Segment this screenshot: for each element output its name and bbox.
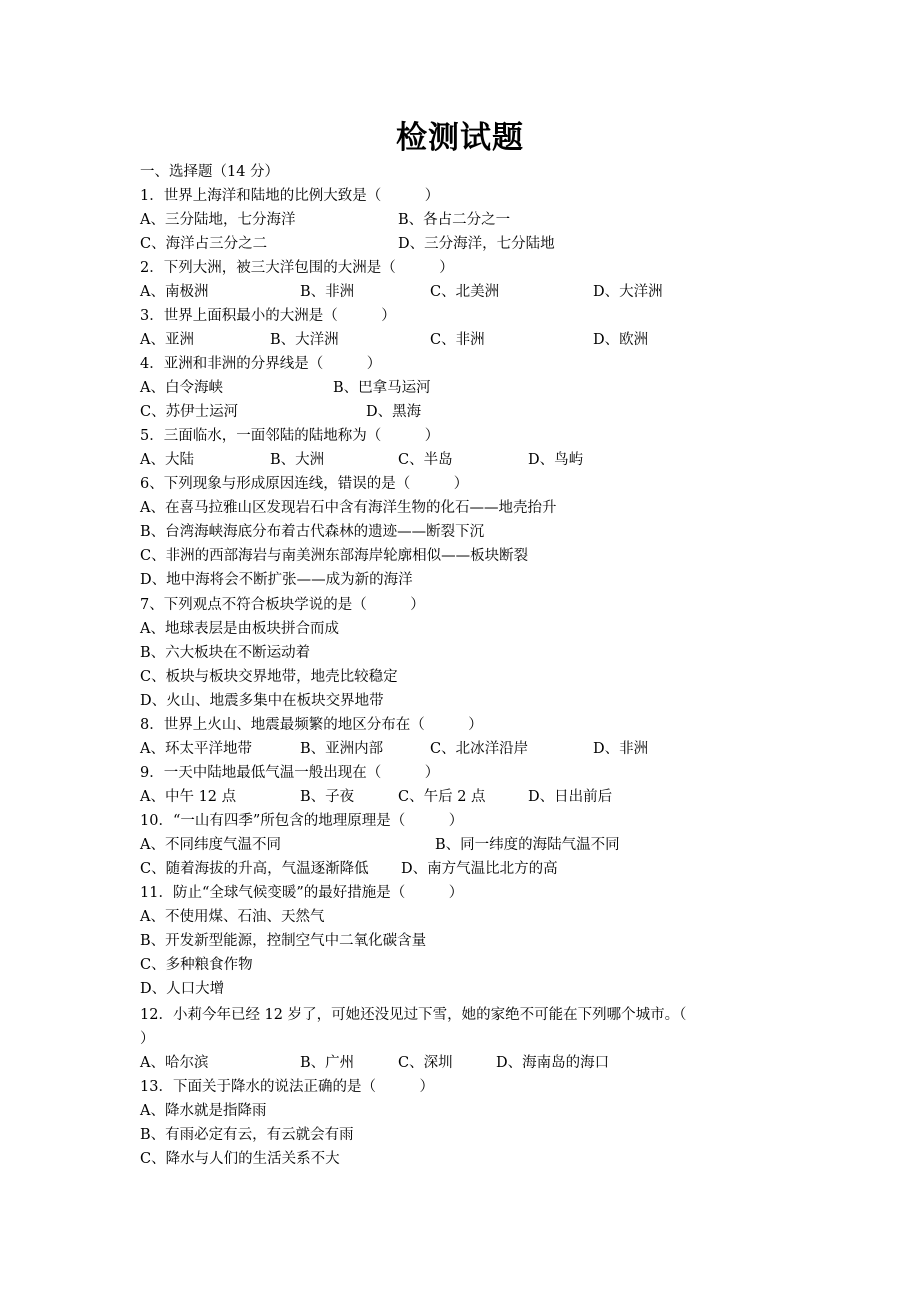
question-1-option-c: C、海洋占三分之二 (140, 236, 268, 252)
question-8-option-b: B、亚洲内部 (300, 741, 384, 757)
question-7-option-a: A、地球表层是由板块拼合而成 (140, 621, 339, 637)
question-10-option-a: A、不同纬度气温不同 (140, 837, 281, 853)
question-1-option-a: A、三分陆地，七分海洋 (140, 212, 296, 228)
question-13-option-b: B、有雨必定有云，有云就会有雨 (140, 1127, 354, 1143)
section-heading: 一、选择题（14 分） (140, 164, 280, 180)
question-4-stem: 4．亚洲和非洲的分界线是（ ） (140, 356, 382, 372)
question-11-stem: 11．防止“全球气候变暖”的最好措施是（ ） (140, 885, 464, 901)
question-13-stem: 13．下面关于降水的说法正确的是（ ） (140, 1079, 434, 1095)
question-12-option-b: B、广州 (300, 1055, 355, 1071)
question-13-option-a: A、降水就是指降雨 (140, 1103, 267, 1119)
question-5-option-b: B、大洲 (270, 452, 325, 468)
question-2-option-c: C、北美洲 (430, 284, 500, 300)
question-1-stem: 1．世界上海洋和陆地的比例大致是（ ） (140, 188, 440, 204)
question-10-option-d: D、南方气温比北方的高 (401, 861, 558, 877)
question-11-option-a: A、不使用煤、石油、天然气 (140, 909, 325, 925)
question-2-stem: 2．下列大洲，被三大洋包围的大洲是（ ） (140, 260, 454, 276)
question-3-option-c: C、非洲 (430, 332, 485, 348)
question-2-option-b: B、非洲 (300, 284, 355, 300)
question-4-option-a: A、白令海峡 (140, 380, 223, 396)
question-4-option-b: B、巴拿马运河 (333, 380, 431, 396)
question-7-option-c: C、板块与板块交界地带，地壳比较稳定 (140, 669, 398, 685)
question-1-option-d: D、三分海洋，七分陆地 (398, 236, 555, 252)
question-5-option-a: A、大陆 (140, 452, 194, 468)
question-8-stem: 8．世界上火山、地震最频繁的地区分布在（ ） (140, 717, 483, 733)
question-6-option-b: B、台湾海峡海底分布着古代森林的遗迹——断裂下沉 (140, 524, 485, 540)
question-7-option-d: D、火山、地震多集中在板块交界地带 (140, 693, 384, 709)
question-9-option-a: A、中午 12 点 (140, 789, 237, 805)
question-7-option-b: B、六大板块在不断运动着 (140, 645, 311, 661)
question-5-option-d: D、鸟屿 (528, 452, 584, 468)
question-8-option-c: C、北冰洋沿岸 (430, 741, 529, 757)
question-12-stem-end: ） (140, 1031, 155, 1047)
question-11-option-c: C、多种粮食作物 (140, 957, 253, 973)
question-7-stem: 7、下列观点不符合板块学说的是（ ） (140, 597, 425, 613)
question-9-option-d: D、日出前后 (528, 789, 613, 805)
question-9-stem: 9．一天中陆地最低气温一般出现在（ ） (140, 765, 440, 781)
question-9-option-b: B、子夜 (300, 789, 355, 805)
document-title: 检测试题 (396, 120, 524, 156)
question-4-option-c: C、苏伊士运河 (140, 404, 239, 420)
question-5-option-c: C、半岛 (398, 452, 453, 468)
question-12-option-a: A、哈尔滨 (140, 1055, 209, 1071)
question-5-stem: 5．三面临水，一面邻陆的陆地称为（ ） (140, 428, 440, 444)
question-6-stem: 6、下列现象与形成原因连线，错误的是（ ） (140, 476, 469, 492)
question-3-option-b: B、大洋洲 (270, 332, 339, 348)
question-6-option-d: D、地中海将会不断扩张——成为新的海洋 (140, 572, 413, 588)
question-4-option-d: D、黑海 (366, 404, 422, 420)
question-10-option-b: B、同一纬度的海陆气温不同 (435, 837, 620, 853)
question-12-option-c: C、深圳 (398, 1055, 453, 1071)
question-8-option-d: D、非洲 (593, 741, 649, 757)
question-11-option-d: D、人口大增 (140, 981, 225, 997)
question-6-option-c: C、非洲的西部海岩与南美洲东部海岸轮廓相似——板块断裂 (140, 548, 529, 564)
question-2-option-d: D、大洋洲 (593, 284, 663, 300)
question-6-option-a: A、在喜马拉雅山区发现岩石中含有海洋生物的化石——地壳抬升 (140, 500, 557, 516)
question-3-stem: 3．世界上面积最小的大洲是（ ） (140, 308, 396, 324)
question-10-option-c: C、随着海拔的升高，气温逐渐降低 (140, 861, 369, 877)
question-3-option-a: A、亚洲 (140, 332, 194, 348)
question-1-option-b: B、各占二分之一 (398, 212, 511, 228)
question-2-option-a: A、南极洲 (140, 284, 209, 300)
question-9-option-c: C、午后 2 点 (398, 789, 486, 805)
question-10-stem: 10．“一山有四季”所包含的地理原理是（ ） (140, 813, 464, 829)
question-12-option-d: D、海南岛的海口 (496, 1055, 610, 1071)
question-13-option-c: C、降水与人们的生活关系不大 (140, 1151, 340, 1167)
question-3-option-d: D、欧洲 (593, 332, 649, 348)
question-12-stem: 12．小莉今年已经 12 岁了，可她还没见过下雪，她的家绝不可能在下列哪个城市。（ (140, 1007, 687, 1023)
question-11-option-b: B、开发新型能源，控制空气中二氧化碳含量 (140, 933, 427, 949)
question-8-option-a: A、环太平洋地带 (140, 741, 252, 757)
